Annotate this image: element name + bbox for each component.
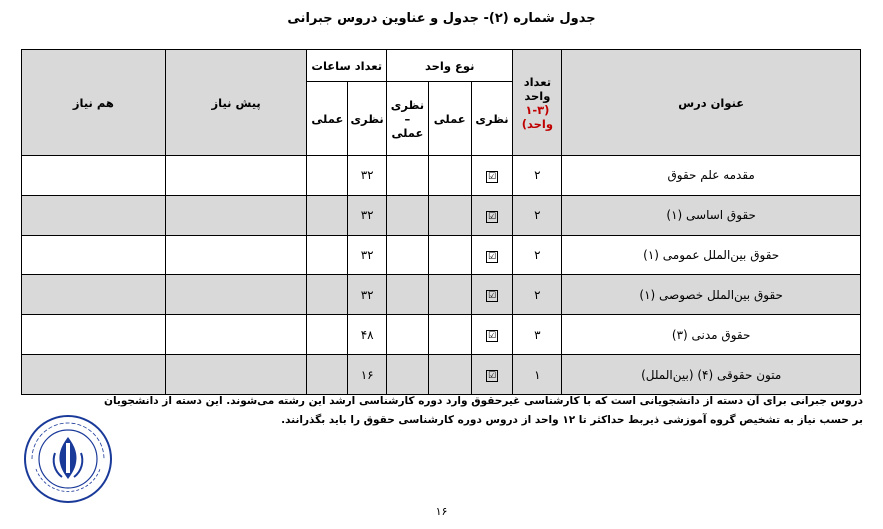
header-hours: تعداد ساعات	[307, 50, 387, 82]
checkbox-checked-icon: ☑	[487, 171, 497, 182]
hours-theory: ۳۲	[348, 235, 387, 275]
table-title: جدول شماره (۲)- جدول و عناوین دروس جبرانی	[287, 11, 596, 26]
practical-cell	[428, 315, 471, 355]
course-title: حقوق مدنی (۳)	[562, 315, 861, 355]
prerequisite-cell	[165, 235, 307, 275]
course-units: ۲	[513, 235, 562, 275]
corequisite-cell	[22, 156, 166, 196]
corequisite-cell	[22, 195, 166, 235]
table-row	[22, 195, 861, 235]
practical-cell	[428, 195, 471, 235]
checkbox-checked-icon: ☑	[487, 211, 497, 222]
table-row	[22, 156, 861, 196]
header-theory-practical: نظری – عملی	[387, 82, 429, 156]
practical-cell	[428, 355, 471, 395]
header-hours-practical: عملی	[307, 82, 348, 156]
header-theory: نظری	[471, 82, 513, 156]
table-row	[22, 315, 861, 355]
course-title: مقدمه علم حقوق	[562, 156, 861, 196]
theory-cell	[471, 156, 513, 196]
hours-practical	[307, 156, 348, 196]
theory-practical-cell	[387, 195, 429, 235]
footnote: دروس جبرانی برای آن دسته از دانشجویانی است که با کارشناسی غیرحقوق وارد دوره کارشناسی ارشد این رشته می‌شوند. این دسته از دانشجویان بر حسب نیاز به تشخیص گروه آموزشی ذیربط حداکثر تا ۱۲ واحد از دروس دوره کارشناسی حقوق را باید بگذرانند.	[104, 395, 863, 426]
header-course-title: عنوان درس	[562, 50, 861, 156]
prerequisite-cell	[165, 355, 307, 395]
header-practical: عملی	[428, 82, 471, 156]
theory-cell	[471, 315, 513, 355]
table-row	[22, 235, 861, 275]
theory-practical-cell	[387, 235, 429, 275]
course-units: ۲	[513, 275, 562, 315]
course-units: ۲	[513, 156, 562, 196]
theory-practical-cell	[387, 275, 429, 315]
hours-practical	[307, 275, 348, 315]
course-title: متون حقوقی (۴) (بین‌الملل)	[562, 355, 861, 395]
hours-practical	[307, 355, 348, 395]
hours-theory: ۳۲	[348, 195, 387, 235]
checkbox-checked-icon: ☑	[487, 331, 497, 342]
page-number: ۱۶	[435, 505, 448, 518]
prerequisite-cell	[165, 275, 307, 315]
corequisite-cell	[22, 235, 166, 275]
theory-practical-cell	[387, 355, 429, 395]
hours-theory: ۴۸	[348, 315, 387, 355]
course-units: ۲	[513, 195, 562, 235]
practical-cell	[428, 275, 471, 315]
course-title: حقوق اساسی (۱)	[562, 195, 861, 235]
hours-theory: ۳۲	[348, 156, 387, 196]
course-title: حقوق بین‌الملل عمومی (۱)	[562, 235, 861, 275]
hours-practical	[307, 195, 348, 235]
theory-practical-cell	[387, 156, 429, 196]
theory-cell	[471, 275, 513, 315]
header-prerequisite: پیش نیاز	[165, 50, 307, 156]
course-units: ۱	[513, 355, 562, 395]
prerequisite-cell	[165, 156, 307, 196]
corequisite-cell	[22, 275, 166, 315]
header-hours-theory: نظری	[348, 82, 387, 156]
course-units: ۳	[513, 315, 562, 355]
ministry-seal-icon	[22, 413, 114, 505]
table-row	[22, 355, 861, 395]
practical-cell	[428, 156, 471, 196]
practical-cell	[428, 235, 471, 275]
header-corequisite: هم نیاز	[22, 50, 166, 156]
checkbox-checked-icon: ☑	[487, 371, 497, 382]
prerequisite-cell	[165, 195, 307, 235]
corequisite-cell	[22, 355, 166, 395]
table-row	[22, 275, 861, 315]
corequisite-cell	[22, 315, 166, 355]
checkbox-checked-icon: ☑	[487, 251, 497, 262]
theory-cell	[471, 195, 513, 235]
checkbox-checked-icon: ☑	[487, 291, 497, 302]
hours-theory: ۱۶	[348, 355, 387, 395]
prerequisite-cell	[165, 315, 307, 355]
compensatory-courses-table	[21, 49, 861, 395]
theory-cell	[471, 235, 513, 275]
hours-practical	[307, 235, 348, 275]
hours-practical	[307, 315, 348, 355]
theory-practical-cell	[387, 315, 429, 355]
header-units: تعداد واحد (۱-۳ واحد)	[513, 50, 562, 156]
course-title: حقوق بین‌الملل خصوصی (۱)	[562, 275, 861, 315]
header-unit-type: نوع واحد	[387, 50, 513, 82]
hours-theory: ۳۲	[348, 275, 387, 315]
theory-cell	[471, 355, 513, 395]
